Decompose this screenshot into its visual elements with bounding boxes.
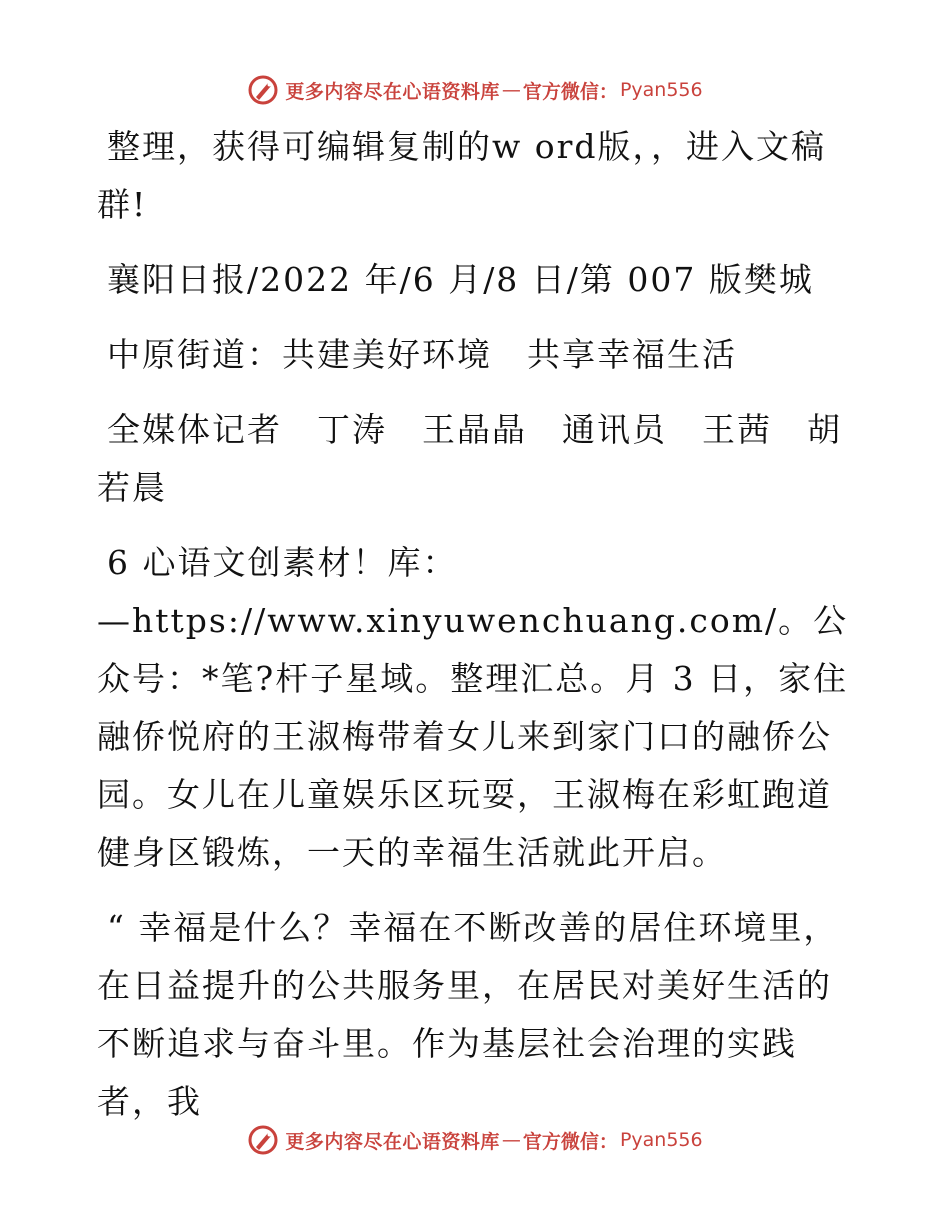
article-byline: 全媒体记者 丁涛 王晶晶 通讯员 王茜 胡若晨	[97, 410, 842, 507]
banner-separator: —	[501, 79, 521, 101]
paragraph: 整理，获得可编辑复制的w ord版，，进入文稿群!	[97, 127, 827, 224]
banner-main-text: 更多内容尽在心语资料库	[285, 80, 500, 103]
header-watermark-banner	[0, 70, 950, 110]
paragraph: “ 幸福是什么？幸福在不断改善的居住环境里，在日益提升的公共服务里，在居民对美好生活的不断追求与奋斗里。作为基层社会治理的实践者，我	[97, 908, 839, 1121]
banner-main-text: 更多内容尽在心语资料库	[285, 1130, 500, 1153]
banner-wechat-id: Pyan556	[619, 1129, 703, 1151]
article-title: 中原街道：共建美好环境 共享幸福生活	[107, 335, 737, 374]
banner-official-label: 官方微信：	[522, 1130, 618, 1153]
banner-separator: —	[501, 1129, 521, 1151]
paragraph: —https://www.xinyuwenchuang.com/。公众号：*笔?杆子星域。整理汇总。月 3 日，家住融侨悦府的王淑梅带着女儿来到家门口的融侨公园。女儿在儿童娱乐区玩耍，王淑梅在彩虹跑道健身区锻炼，一天的幸福生活就此开启。	[97, 601, 849, 872]
banner-wechat-id: Pyan556	[619, 79, 703, 101]
document-body	[97, 118, 857, 1148]
pen-logo-icon	[247, 74, 279, 106]
banner-official-label: 官方微信：	[522, 80, 618, 103]
paragraph-source: 襄阳日报/2022 年/6 月/8 日/第 007 版樊城	[107, 260, 814, 299]
footer-watermark-banner	[0, 1120, 950, 1160]
pen-logo-icon	[247, 1124, 279, 1156]
paragraph: 6 心语文创素材！库：	[107, 543, 458, 582]
